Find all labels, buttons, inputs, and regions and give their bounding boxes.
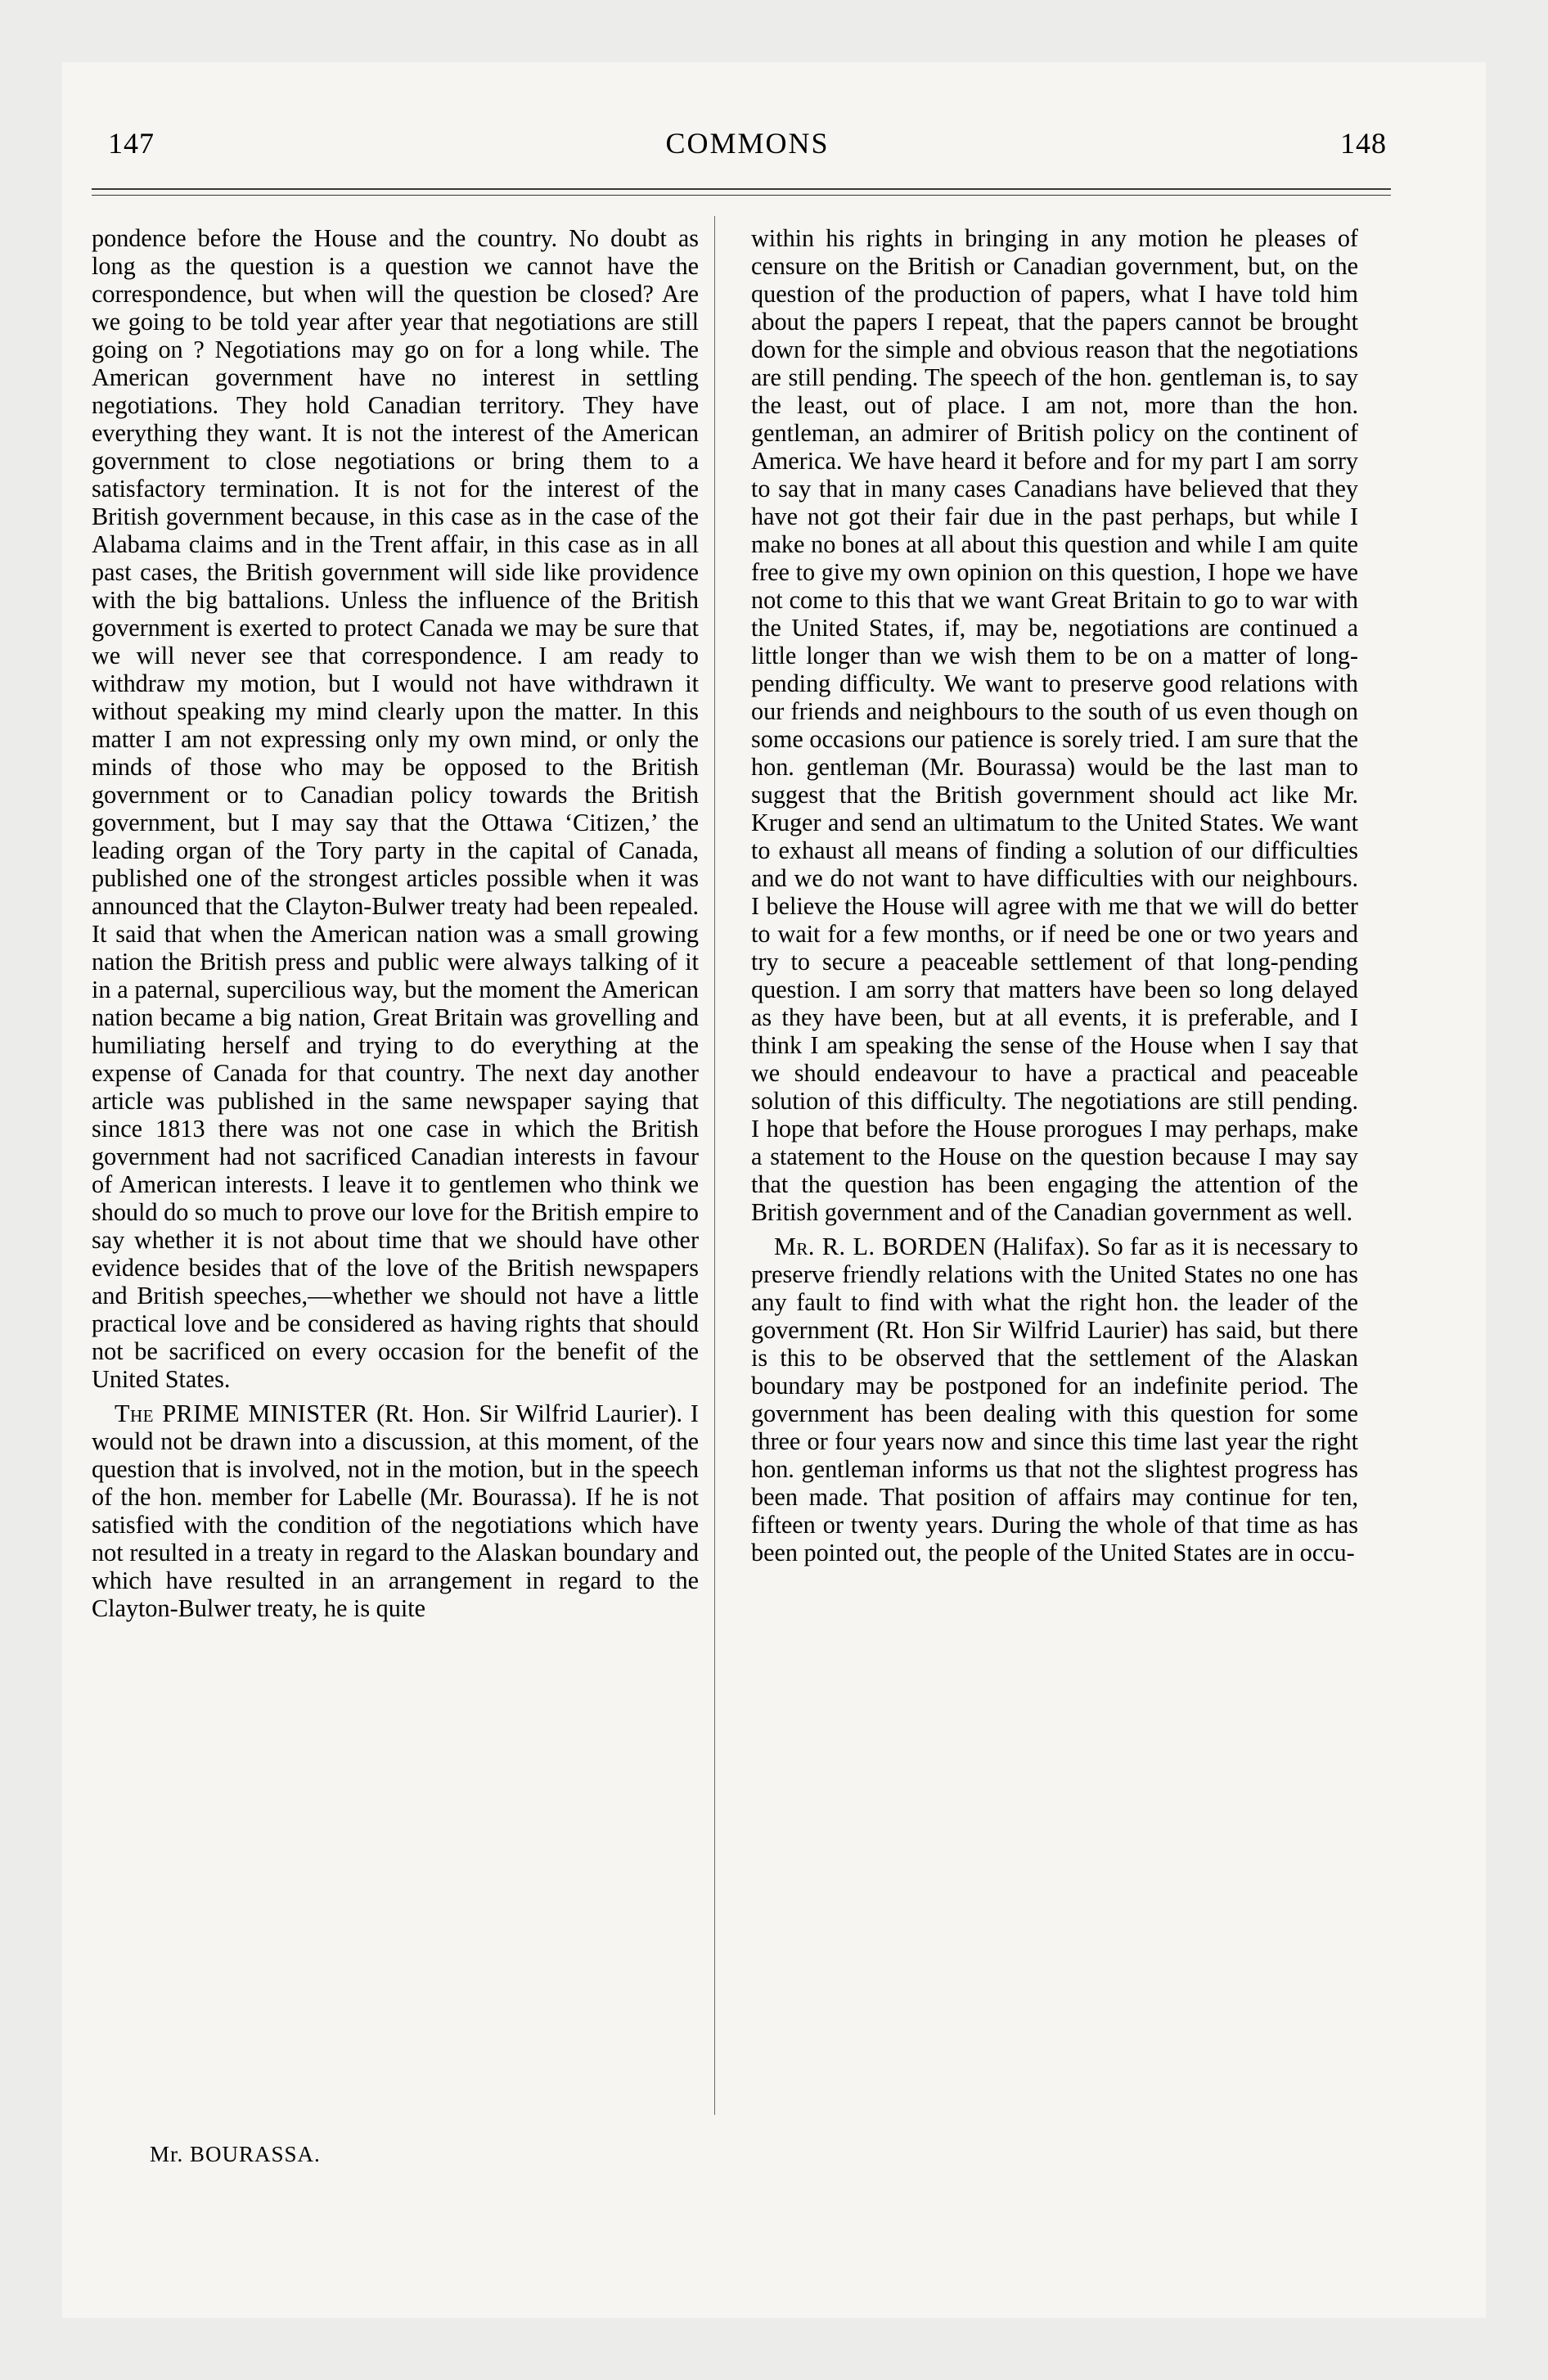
speaker-name: Mr. R. L. BORDEN: [774, 1233, 987, 1260]
speech-text: (Rt. Hon. Sir Wilfrid Laurier). I would not be drawn into a discussion, at this moment, of the question that is involved, not in the motion, but in the speech of the hon. member for Labelle (Mr. Bourassa). If he is not satisfied with the condition of the negotiations which have not resulted in a treaty in regard to the Alaskan boundary and which have resulted in an arrangement in regard to the Clayton-Bulwer treaty, he is quite: [92, 1400, 699, 1622]
speech-text: (Halifax). So far as it is necessary to preserve friendly relations with the United States no one has any fault to find with what the right hon. the leader of the government (Rt. Hon Sir Wilfrid Laurier) has said, but there is this to be observed that the settlement of the Alaskan boundary may be postponed for an indefinite period. The government has been dealing with this question for some three or four years now and since this time last year the right hon. gentleman informs us that not the slightest progress has been made. That position of affairs may continue for ten, fifteen or twenty years. During the whole of that time as has been pointed out, the people of the United States are in occu-: [751, 1233, 1358, 1566]
running-title: COMMONS: [665, 127, 830, 160]
right-column: [751, 224, 1358, 1566]
page-number-left: 147: [108, 127, 155, 160]
column-divider: [714, 216, 715, 2115]
footer-speaker-label: Mr. BOURASSA.: [150, 2142, 321, 2166]
paragraph-prime-minister-continued: within his rights in bringing in any motion he pleases of censure on the British or Canadian government, but, on the question of the production of papers, what I have told him about the papers I repeat, that the papers cannot be brought down for the simple and obvious reason that the negotiations are still pending. The speech of the hon. gentleman is, to say the least, out of place. I am not, more than the hon. gentleman, an admirer of British policy on the continent of America. We have heard it before and for my part I am sorry to say that in many cases Canadians have believed that they have not got their fair due in the past perhaps, but while I make no bones at all about this question and while I am quite free to give my own opinion on this question, I hope we have not come to this that we want Great Britain to go to war with the United States, if, may be, negotiations are continued a little longer than we wish them to be on a matter of long-pending difficulty. We want to preserve good relations with our friends and neighbours to the south of us even though on some occasions our patience is sorely tried. I am sure that the hon. gentleman (Mr. Bourassa) would be the last man to suggest that the British government should act like Mr. Kruger and send an ultimatum to the United States. We want to exhaust all means of finding a solution of our difficulties and we do not want to have difficulties with our neighbours. I believe the House will agree with me that we will do better to wait for a few months, or if need be one or two years and try to secure a peaceable settlement of that long-pending question. I am sorry that matters have been so long delayed as they have been, but at all events, it is preferable, and I think I am speaking the sense of the House when I say that we should endeavour to have a practical and peaceable solution of this difficulty. The negotiations are still pending. I hope that before the House prorogues I may perhaps, make a statement to the House on the question because I may say that the question has been engaging the attention of the British government and of the Canadian government as well.: [751, 224, 1358, 1226]
paragraph-bourassa-continued: pondence before the House and the country. No doubt as long as the question is a question we cannot have the correspondence, but when will the question be closed? Are we going to be told year after year that negotiations are still going on ? Negotiations may go on for a long while. The American government have no interest in settling negotiations. They hold Canadian territory. They have everything they want. It is not the interest of the American government to close negotiations or bring them to a satisfactory termination. It is not for the interest of the British government because, in this case as in the case of the Alabama claims and in the Trent affair, in this case as in all past cases, the British government will side like providence with the big battalions. Unless the influence of the British government is exerted to protect Canada we may be sure that we will never see that correspondence. I am ready to withdraw my motion, but I would not have withdrawn it without speaking my mind clearly upon the matter. In this matter I am not expressing only my own mind, or only the minds of those who may be opposed to the British government or to Canadian policy towards the British government, but I may say that the Ottawa ‘Citizen,’ the leading organ of the Tory party in the capital of Canada, published one of the strongest articles possible when it was announced that the Clayton-Bulwer treaty had been repealed. It said that when the American nation was a small growing nation the British press and public were always talking of it in a paternal, supercilious way, but the moment the American nation became a big nation, Great Britain was grovelling and humiliating herself and trying to do everything at the expense of Canada for that country. The next day another article was published in the same newspaper saying that since 1813 there was not one case in which the British government had not sacrificed Canadian interests in favour of American interests. I leave it to gentlemen who think we should do so much to prove our love for the British empire to say whether it is not about time that we should have other evidence besides that of the love of the British newspapers and British speeches,—whether we should not have a little practical love and be considered as having rights that should not be sacrificed on every occasion for the benefit of the United States.: [92, 224, 699, 1393]
header-rule-thin: [92, 195, 1391, 196]
left-column: [92, 224, 699, 1622]
page-header: [108, 126, 1387, 175]
speaker-name: The PRIME MINISTER: [115, 1400, 369, 1427]
paragraph-borden: [751, 1233, 1358, 1566]
page-number-right: 148: [1340, 127, 1387, 160]
header-rule-thick: [92, 188, 1391, 190]
paragraph-prime-minister: [92, 1400, 699, 1622]
